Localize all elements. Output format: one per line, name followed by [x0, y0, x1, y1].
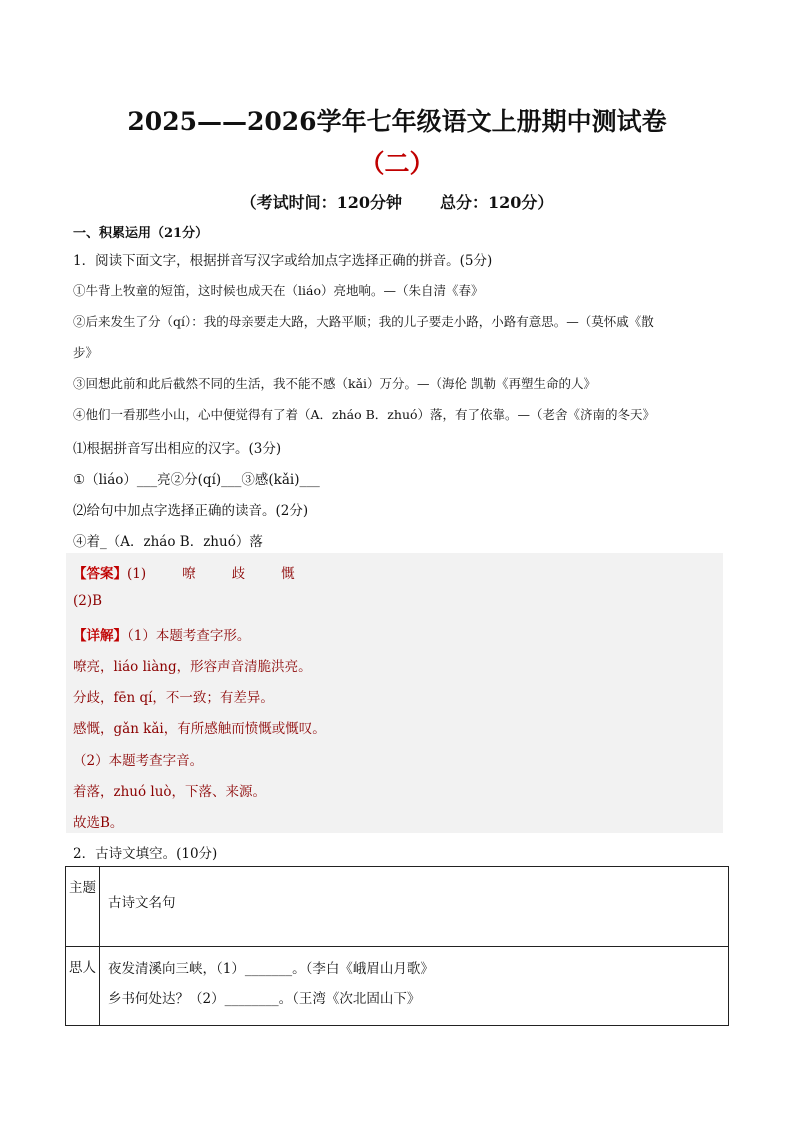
question-2-stem: 2．古诗文填空。(10分): [73, 846, 218, 862]
poetry-table: [65, 866, 729, 1026]
answer-char: 慨: [281, 566, 295, 582]
poem-line: 乡书何处达？（2）________。（王湾《次北固山下》: [108, 991, 421, 1007]
detail-text: 感慨，gǎn kǎi，有所感触而愤慨或慨叹。: [73, 721, 326, 737]
question-1-part1: ⑴根据拼音写出相应的汉字。(3分): [73, 441, 282, 457]
detail-line: [73, 624, 250, 644]
exam-info: [0, 190, 794, 213]
question-1-sentence: ④他们一看那些小山，心中便觉得有了着（A．zháo B．zhuó）落，有了依靠。—（老舍《济南的冬天》: [73, 407, 656, 422]
exam-time: （考试时间：120分钟: [240, 193, 402, 212]
answer-char: 嘹: [182, 566, 196, 582]
answer-tag: 【答案】: [73, 566, 127, 582]
question-1-part2-item: ④着_（A．zháo B．zhuó）落: [73, 534, 263, 550]
page-subtitle: （二）: [359, 149, 435, 178]
question-1-part2: ⑵给句中加点字选择正确的读音。(2分): [73, 503, 309, 519]
detail-text: （1）本题考查字形。: [127, 628, 251, 644]
table-cell-theme: 思人: [66, 947, 100, 1026]
question-1-sentence: 步》: [73, 345, 99, 360]
answer-part2: (2)B: [73, 593, 103, 609]
detail-tag: 【详解】: [73, 628, 127, 644]
detail-text: 着落，zhuó luò，下落、来源。: [73, 784, 267, 800]
question-1-sentence: ①牛背上牧童的短笛，这时候也成天在（liáo）亮地响。—（朱自清《春》: [73, 283, 484, 298]
question-1-stem: 1．阅读下面文字，根据拼音写汉字或给加点字选择正确的拼音。(5分): [73, 253, 493, 269]
section-heading: 一、积累运用（21分）: [73, 226, 209, 241]
table-header-content: 古诗文名句: [100, 867, 729, 947]
detail-text: 嘹亮，liáo liàng，形容声音清脆洪亮。: [73, 659, 312, 675]
detail-text: （2）本题考查字音。: [73, 753, 204, 769]
answer-label: (1): [127, 566, 147, 582]
poem-line: 夜发清溪向三峡，（1）_______。（李白《峨眉山月歌》: [108, 961, 434, 977]
table-header-theme: 主题: [66, 867, 100, 947]
answer-char: 歧: [231, 566, 246, 582]
question-1-sentence: ③回想此前和此后截然不同的生活，我不能不感（kǎi）万分。—（海伦 凯勒《再塑生命的人》: [73, 376, 596, 391]
table-cell-content: [100, 947, 729, 1026]
answer-line: [73, 562, 295, 582]
table-row: [66, 867, 729, 947]
question-1-sentence: ②后来发生了分（qí）：我的母亲要走大路，大路平顺；我的儿子要走小路，小路有意思。—（莫怀戚《散: [73, 314, 654, 329]
total-score: 总分：120分）: [440, 193, 554, 212]
page-title: 2025——2026学年七年级语文上册期中测试卷: [127, 107, 667, 136]
table-row: [66, 947, 729, 1026]
detail-text: 分歧，fēn qí，不一致；有差异。: [73, 690, 274, 706]
detail-text: 故选B。: [73, 815, 124, 831]
question-1-part1-blanks: ①（liáo）___亮②分(qí)___③感(kǎi)___: [73, 472, 320, 488]
